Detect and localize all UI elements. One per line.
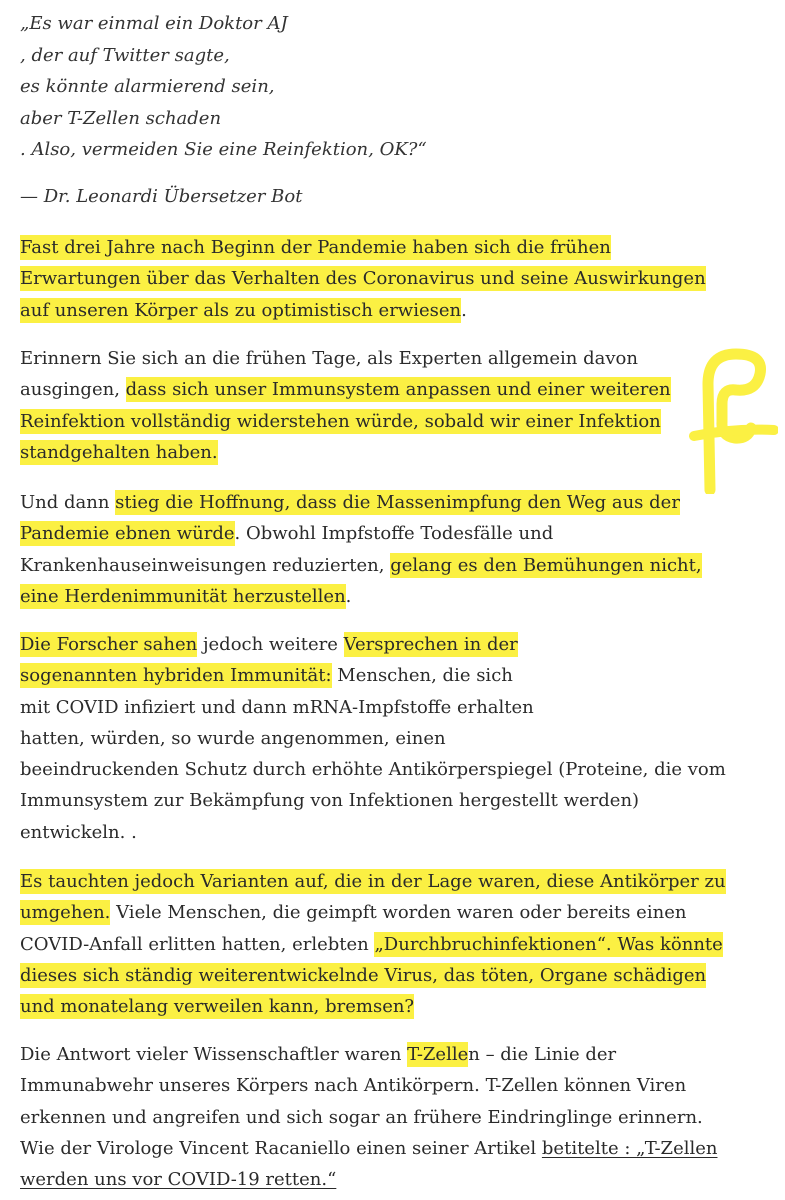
highlight: Fast drei Jahre nach Beginn der Pandemie haben sich die frühen: [20, 237, 611, 258]
highlight: „Durchbruchinfektionen“. Was könnte: [374, 933, 723, 955]
paragraph-6: [20, 1039, 717, 1195]
highlight: eine Herdenimmunität herzustellen: [20, 585, 346, 607]
text-line: hatten, würden, so wurde angenommen, einen: [20, 727, 446, 749]
paragraph-1: [20, 232, 706, 326]
highlight: stieg die Hoffnung, dass die Massenimpfung den Weg aus der: [115, 492, 680, 513]
quote-line: „Es war einmal ein Doktor AJ: [20, 13, 288, 34]
text-line: beeindruckenden Schutz durch erhöhte Antikörperspiegel (Proteine, die vom: [20, 759, 726, 781]
article-link[interactable]: werden uns vor COVID-19 retten.“: [20, 1169, 337, 1191]
text: n – die Linie der: [468, 1044, 617, 1065]
highlight: Die Forscher sahen: [20, 634, 198, 655]
highlight: umgehen.: [20, 902, 111, 924]
text-line: Erinnern Sie sich an die frühen Tage, als Experten allgemein davon: [20, 348, 638, 369]
quote-attribution: — Dr. Leonardi Übersetzer Bot: [20, 186, 303, 207]
epigraph-quote: [20, 8, 427, 166]
text: COVID-Anfall erlitten hatten, erlebten: [20, 933, 375, 955]
text: jedoch weitere: [197, 634, 344, 655]
text: Und dann: [20, 492, 116, 513]
text-line: Immunabwehr unseres Körpers nach Antikörpern. T-Zellen können Viren: [20, 1075, 687, 1097]
highlight: Versprechen in der: [343, 634, 518, 655]
highlight: dieses sich ständig weiterentwickelnde Virus, das töten, Organe schädigen: [20, 964, 707, 986]
highlight: Es tauchten jedoch Varianten auf, die in der Lage waren, diese Antikörper zu: [20, 871, 726, 892]
paragraph-3: [20, 487, 702, 612]
quote-line: . Also, vermeiden Sie eine Reinfektion, OK?“: [20, 139, 427, 160]
highlight: standgehalten haben.: [20, 441, 218, 463]
article-link[interactable]: betitelte : „T-Zellen: [541, 1137, 718, 1159]
text: . Obwohl Impfstoffe Todesfälle und: [234, 523, 554, 545]
highlight: sogenannten hybriden Immunität:: [20, 665, 332, 687]
highlight: Erwartungen über das Verhalten des Coronavirus und seine Auswirkungen: [20, 268, 706, 290]
highlight: T-Zelle: [407, 1044, 469, 1065]
highlight: dass sich unser Immunsystem anpassen und einer weiteren: [125, 379, 671, 401]
quote-line: es könnte alarmierend sein,: [20, 76, 275, 97]
text: Die Antwort vieler Wissenschaftler waren: [20, 1044, 408, 1065]
highlight: Reinfektion vollständig widerstehen würde, sobald wir einer Infektion: [20, 410, 661, 432]
text-line: Immunsystem zur Bekämpfung von Infektionen hergestellt werden): [20, 790, 640, 812]
text: Wie der Virologe Vincent Racaniello einen seiner Artikel: [20, 1137, 542, 1159]
text: Menschen, die sich: [331, 665, 513, 687]
text: ausgingen,: [20, 379, 126, 401]
highlight: gelang es den Bemühungen nicht,: [390, 554, 702, 576]
highlight: Pandemie ebnen würde: [20, 523, 235, 545]
paragraph-2: [20, 343, 671, 468]
paragraph-4: [20, 629, 726, 848]
text-line: erkennen und angreifen und sich sogar an frühere Eindringlinge erinnern.: [20, 1106, 703, 1128]
quote-line: aber T-Zellen schaden: [20, 107, 222, 129]
text-line: mit COVID infiziert und dann mRNA-Impfstoffe erhalten: [20, 696, 534, 718]
text: Krankenhauseinweisungen reduzierten,: [20, 554, 391, 576]
text-line: entwickeln. .: [20, 821, 137, 843]
text: Viele Menschen, die geimpft worden waren oder bereits einen: [110, 902, 687, 924]
paragraph-5: [20, 866, 726, 1022]
text: .: [461, 299, 467, 321]
quote-line: , der auf Twitter sagte,: [20, 44, 230, 66]
handwritten-mark-icon: [688, 344, 778, 494]
highlight: auf unseren Körper als zu optimistisch erwiesen: [20, 299, 462, 321]
highlight: und monatelang verweilen kann, bremsen?: [20, 996, 415, 1018]
text: .: [345, 585, 352, 607]
